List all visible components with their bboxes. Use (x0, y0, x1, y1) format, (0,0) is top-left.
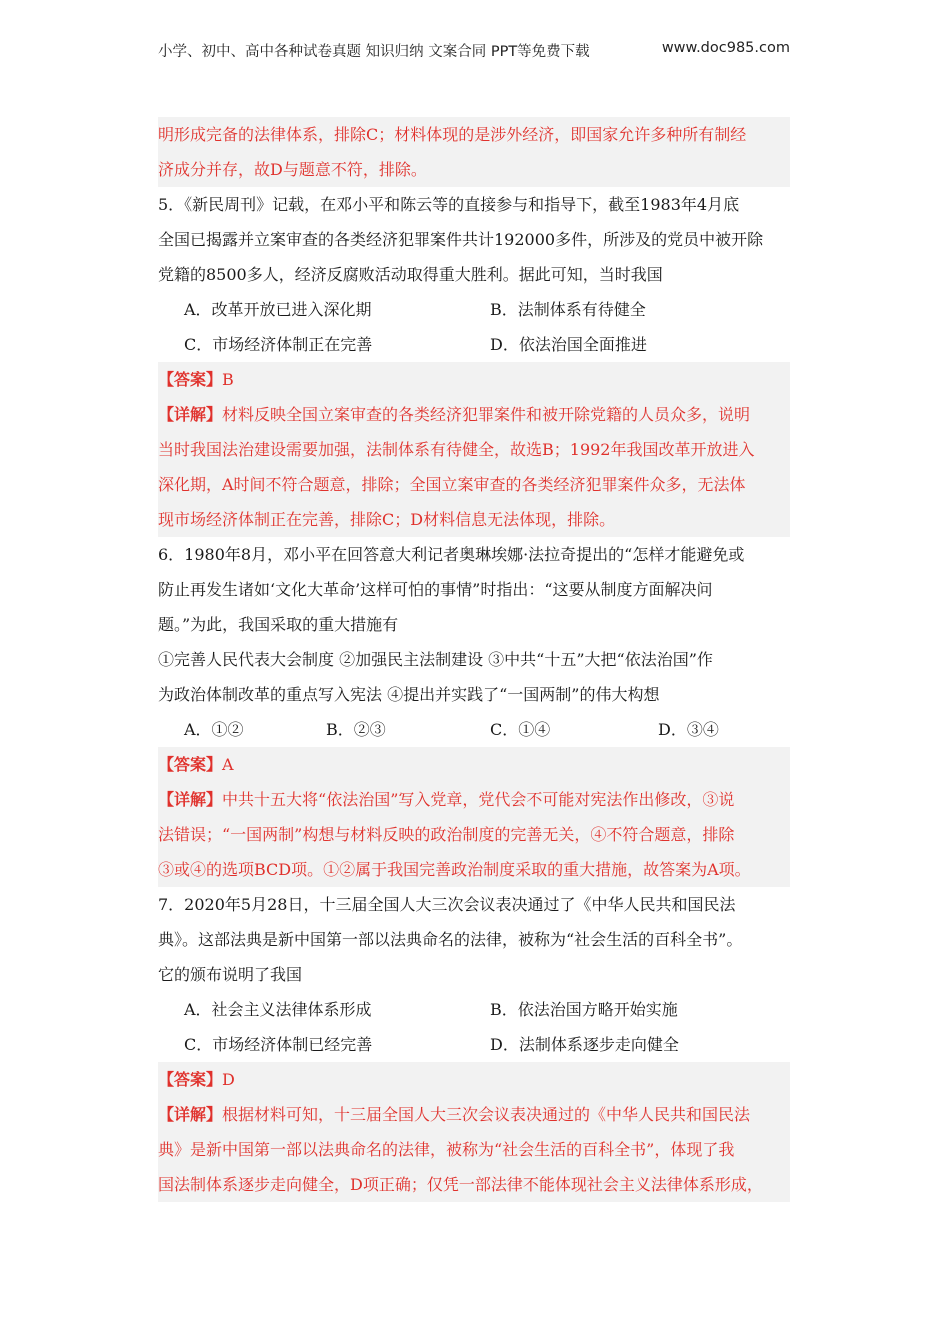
option-d: D．法制体系逐步走向健全 (490, 1035, 679, 1054)
detail-line: 国法制体系逐步走向健全，D项正确；仅凭一部法律不能体现社会主义法律体系形成， (158, 1175, 763, 1194)
answer-tag: 【答案】 (158, 755, 223, 774)
question-stem-line: 题。”为此，我国采取的重大措施有 (158, 615, 399, 634)
detail-line (158, 1097, 790, 1132)
detail-line: 深化期，A时间不符合题意，排除；全国立案审查的各类经济犯罪案件众多，无法体 (158, 475, 746, 494)
option-b: B．②③ (326, 720, 386, 739)
detail-line: 济成分并存，故D与题意不符，排除。 (158, 160, 427, 179)
header-title: 小学、初中、高中各种试卷真题 知识归纳 文案合同 PPT等免费下载 (158, 44, 590, 60)
option-c: C．①④ (490, 720, 551, 739)
detail-line: 明形成完备的法律体系，排除C；材料体现的是涉外经济，即国家允许多种所有制经 (158, 125, 747, 144)
question-stem-line: 7．2020年5月28日，十三届全国人大三次会议表决通过了《中华人民共和国民法 (158, 895, 736, 914)
question-stem-line: 党籍的8500多人，经济反腐败活动取得重大胜利。据此可知，当时我国 (158, 265, 663, 284)
options-row (158, 992, 790, 1027)
question-stem-line: 典》。这部法典是新中国第一部以法典命名的法律，被称为“社会生活的百科全书”。 (158, 930, 743, 949)
detail-text: 中共十五大将“依法治国”写入党章，党代会不可能对宪法作出修改，③说 (222, 790, 735, 809)
option-a: A．改革开放已进入深化期 (184, 300, 372, 319)
detail-tag: 【详解】 (158, 1105, 223, 1124)
detail-line (158, 782, 790, 817)
question-6 (158, 537, 790, 887)
question-stem-line: 6．1980年8月，邓小平在回答意大利记者奥琳埃娜·法拉奇提出的“怎样才能避免或 (158, 545, 745, 564)
detail-line: 当时我国法治建设需要加强，法制体系有待健全，故选B；1992年我国改革开放进入 (158, 440, 755, 459)
option-d: D．依法治国全面推进 (490, 335, 647, 354)
question-stem-line: 5．《新民周刊》记载，在邓小平和陈云等的直接参与和指导下，截至1983年4月底 (158, 195, 740, 214)
answer-line (158, 362, 790, 397)
document-body (158, 117, 790, 1202)
detail-tag: 【详解】 (158, 790, 223, 809)
prev-detail-block (158, 117, 790, 187)
question-7 (158, 887, 790, 1202)
answer-value: B (222, 370, 234, 389)
question-stem-line: 它的颁布说明了我国 (158, 965, 303, 984)
header-site: www.doc985.com (661, 40, 790, 56)
option-a: A．①② (184, 720, 244, 739)
answer-block (158, 747, 790, 887)
option-b: B．依法治国方略开始实施 (490, 1000, 678, 1019)
page-header (158, 40, 790, 61)
option-c: C．市场经济体制已经完善 (184, 1035, 373, 1054)
detail-text: 材料反映全国立案审查的各类经济犯罪案件和被开除党籍的人员众多，说明 (222, 405, 751, 424)
answer-tag: 【答案】 (158, 1070, 223, 1089)
question-stem-line: ①完善人民代表大会制度 ②加强民主法制建设 ③中共“十五”大把“依法治国”作 (158, 650, 713, 669)
question-stem-line: 为政治体制改革的重点写入宪法 ④提出并实践了“一国两制”的伟大构想 (158, 685, 660, 704)
option-d: D．③④ (658, 720, 719, 739)
question-stem-line: 防止再发生诸如‘文化大革命’这样可怕的事情”时指出：“这要从制度方面解决问 (158, 580, 713, 599)
detail-line (158, 397, 790, 432)
options-row (158, 292, 790, 327)
option-a: A．社会主义法律体系形成 (184, 1000, 372, 1019)
detail-line: 法错误；“一国两制”构想与材料反映的政治制度的完善无关，④不符合题意，排除 (158, 825, 735, 844)
detail-text: 根据材料可知，十三届全国人大三次会议表决通过的《中华人民共和国民法 (222, 1105, 751, 1124)
answer-block (158, 362, 790, 537)
detail-line: 现市场经济体制正在完善，排除C；D材料信息无法体现，排除。 (158, 510, 616, 529)
answer-tag: 【答案】 (158, 370, 223, 389)
question-stem-line: 全国已揭露并立案审查的各类经济犯罪案件共计192000多件，所涉及的党员中被开除 (158, 230, 764, 249)
options-row (158, 1027, 790, 1062)
detail-line: 典》是新中国第一部以法典命名的法律，被称为“社会生活的百科全书”，体现了我 (158, 1140, 735, 1159)
options-row (158, 712, 790, 747)
option-c: C．市场经济体制正在完善 (184, 335, 373, 354)
answer-value: D (222, 1070, 235, 1089)
answer-value: A (222, 755, 234, 774)
option-b: B．法制体系有待健全 (490, 300, 646, 319)
detail-tag: 【详解】 (158, 405, 223, 424)
options-row (158, 327, 790, 362)
detail-line: ③或④的选项BCD项。①②属于我国完善政治制度采取的重大措施，故答案为A项。 (158, 860, 751, 879)
question-5 (158, 187, 790, 537)
answer-block (158, 1062, 790, 1202)
answer-line (158, 747, 790, 782)
answer-line (158, 1062, 790, 1097)
